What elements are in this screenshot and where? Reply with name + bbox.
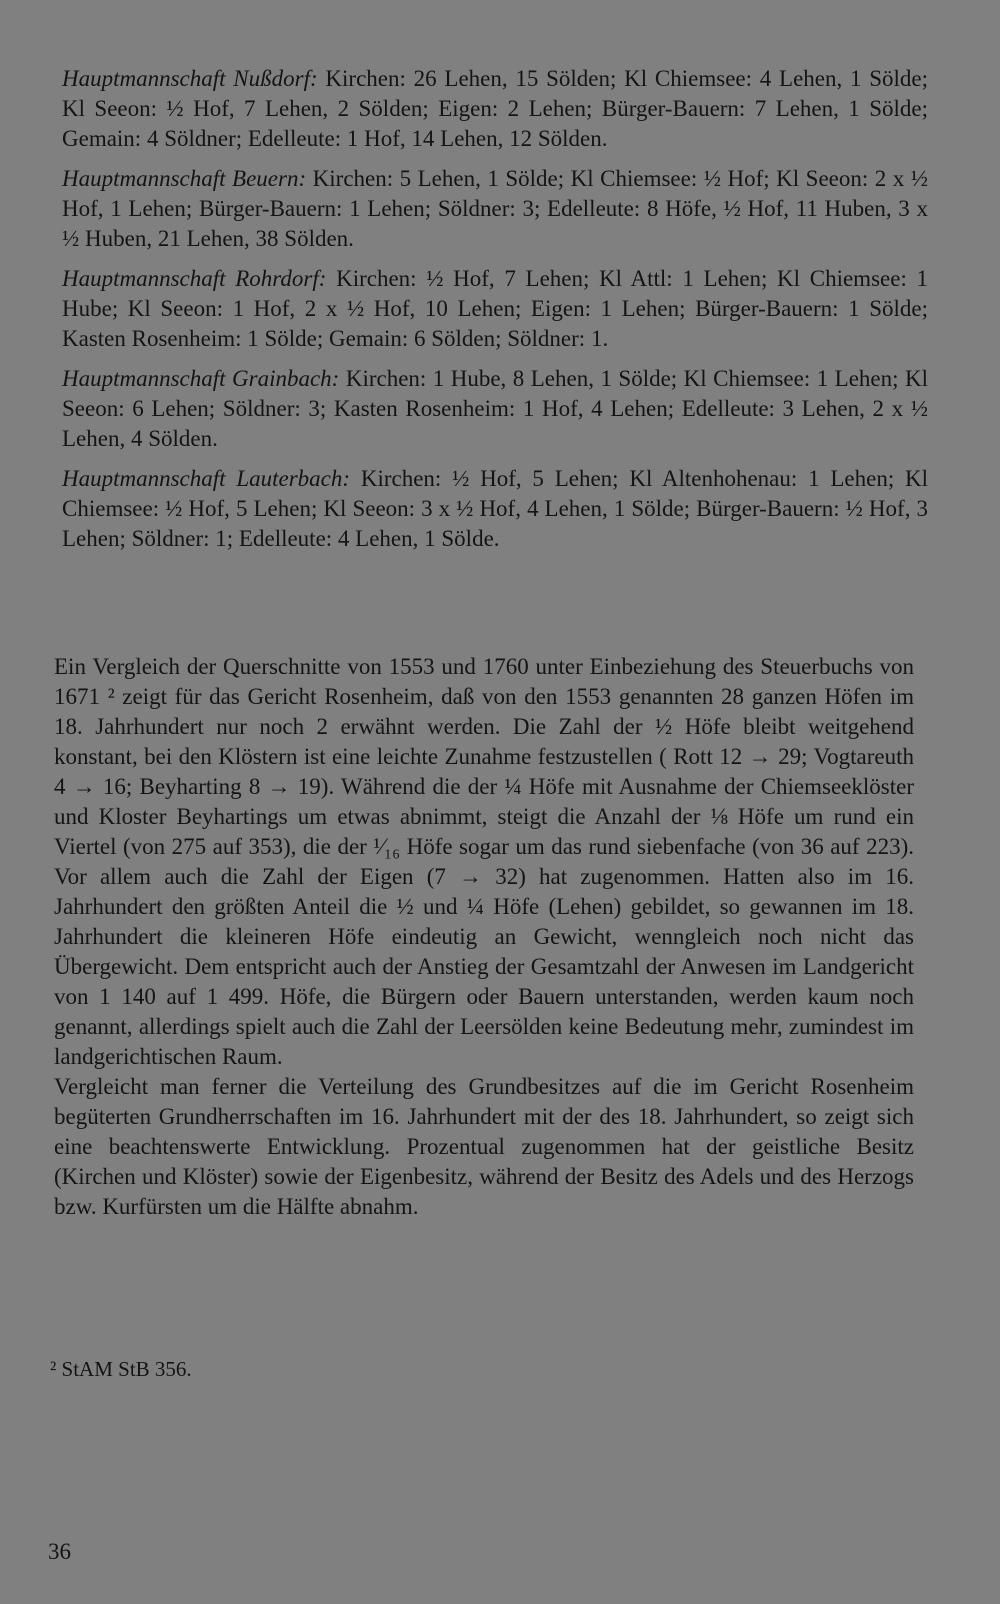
- entry-lauterbach: [62, 464, 928, 554]
- entry-heading: Hauptmannschaft Grainbach:: [62, 366, 340, 391]
- body-text: [54, 652, 914, 1222]
- paragraph-distribution: Vergleicht man ferner die Verteilung des Grundbesitzes auf die im Gericht Rosenheim begüterten Grundherrschaften im 16. Jahrhundert mit der des 18. Jahrhundert, so zeigt sich eine beachtenswerte Entwicklung. Prozentual zugenommen hat der geistliche Besitz (Kirchen und Klöster) sowie der Eigenbesitz, während der Besitz des Adels und des Herzogs bzw. Kurfürsten um die Hälfte abnahm.: [54, 1074, 914, 1219]
- entry-heading: Hauptmannschaft Nußdorf:: [62, 66, 318, 91]
- entry-heading: Hauptmannschaft Rohrdorf:: [62, 266, 327, 291]
- paragraph-comparison: Ein Vergleich der Querschnitte von 1553 und 1760 unter Einbeziehung des Steuerbuchs von 1671 ² zeigt für das Gericht Rosenheim, daß von den 1553 genannten 28 ganzen Höfen im 18. Jahrhundert nur noch 2 erwähnt werden. Die Zahl der ½ Höfe bleibt weitgehend konstant, bei den Klöstern ist eine leichte Zunahme festzustellen ( Rott 12 → 29; Vogtareuth 4 → 16; Beyharting 8 → 19). Während die der ¼ Höfe mit Ausnahme der Chiemseeklöster und Kloster Beyhartings um etwas abnimmt, steigt die Anzahl der ⅛ Höfe um rund ein Viertel (von 275 auf 353), die der ¹⁄₁₆ Höfe sogar um das rund siebenfache (von 36 auf 223). Vor allem auch die Zahl der Eigen (7 → 32) hat zugenommen. Hatten also im 16. Jahrhundert den größten Anteil die ½ und ¼ Höfe (Lehen) gebildet, so gewannen im 18. Jahrhundert die kleineren Höfe eindeutig an Gewicht, wenngleich noch nicht das Übergewicht. Dem entspricht auch der Anstieg der Gesamtzahl der Anwesen im Landgericht von 1 140 auf 1 499. Höfe, die Bürgern oder Bauern unterstanden, werden kaum noch genannt, allerdings spielt auch die Zahl der Leersölden keine Bedeutung mehr, zumindest im landgerichtischen Raum.: [54, 654, 914, 1069]
- entry-text: Kirchen: 5 Lehen, 1 Sölde; Kl Chiemsee: ½ Hof; Kl Seeon: 2 x ½ Hof, 1 Lehen; Bürger-Bauern: 1 Lehen; Söldner: 3; Edelleute: 8 Höfe, ½ Hof, 11 Huben, 3 x ½ Huben, 21 Lehen, 38 Sölden.: [62, 166, 929, 251]
- entry-grainbach: [62, 364, 928, 454]
- page-number: 36: [48, 1539, 71, 1564]
- entry-beuern: [62, 164, 928, 254]
- footnote: ² StAM StB 356.: [50, 1357, 192, 1381]
- entry-heading: Hauptmannschaft Beuern:: [62, 166, 307, 191]
- entry-nussdorf: [62, 64, 928, 154]
- entry-rohrdorf: [62, 264, 928, 354]
- hauptmannschaft-list: [62, 64, 928, 564]
- entry-text: Kirchen: ½ Hof, 5 Lehen; Kl Altenhohenau: 1 Lehen; Kl Chiemsee: ½ Hof, 5 Lehen; Kl Seeon: 3 x ½ Hof, 4 Lehen, 1 Sölde; Bürger-Bauern: ½ Hof, 3 Lehen; Söldner: 1; Edelleute: 4 Lehen, 1 Sölde.: [62, 466, 928, 551]
- entry-text: Kirchen: ½ Hof, 7 Lehen; Kl Attl: 1 Lehen; Kl Chiemsee: 1 Hube; Kl Seeon: 1 Hof, 2 x ½ Hof, 10 Lehen; Eigen: 1 Lehen; Bürger-Bauern: 1 Sölde; Kasten Rosenheim: 1 Sölde; Gemain: 6 Sölden; Söldner: 1.: [62, 266, 929, 351]
- entry-text: Kirchen: 26 Lehen, 15 Sölden; Kl Chiemsee: 4 Lehen, 1 Sölde; Kl Seeon: ½ Hof, 7 Lehen, 2 Sölden; Eigen: 2 Lehen; Bürger-Bauern: 7 Lehen, 1 Sölde; Gemain: 4 Söldner; Edelleute: 1 Hof, 14 Lehen, 12 Sölden.: [62, 66, 929, 151]
- entry-text: Kirchen: 1 Hube, 8 Lehen, 1 Sölde; Kl Chiemsee: 1 Lehen; Kl Seeon: 6 Lehen; Söldner: 3; Kasten Rosenheim: 1 Hof, 4 Lehen; Edelleute: 3 Lehen, 2 x ½ Lehen, 4 Sölden.: [62, 366, 928, 451]
- entry-heading: Hauptmannschaft Lauterbach:: [62, 466, 351, 491]
